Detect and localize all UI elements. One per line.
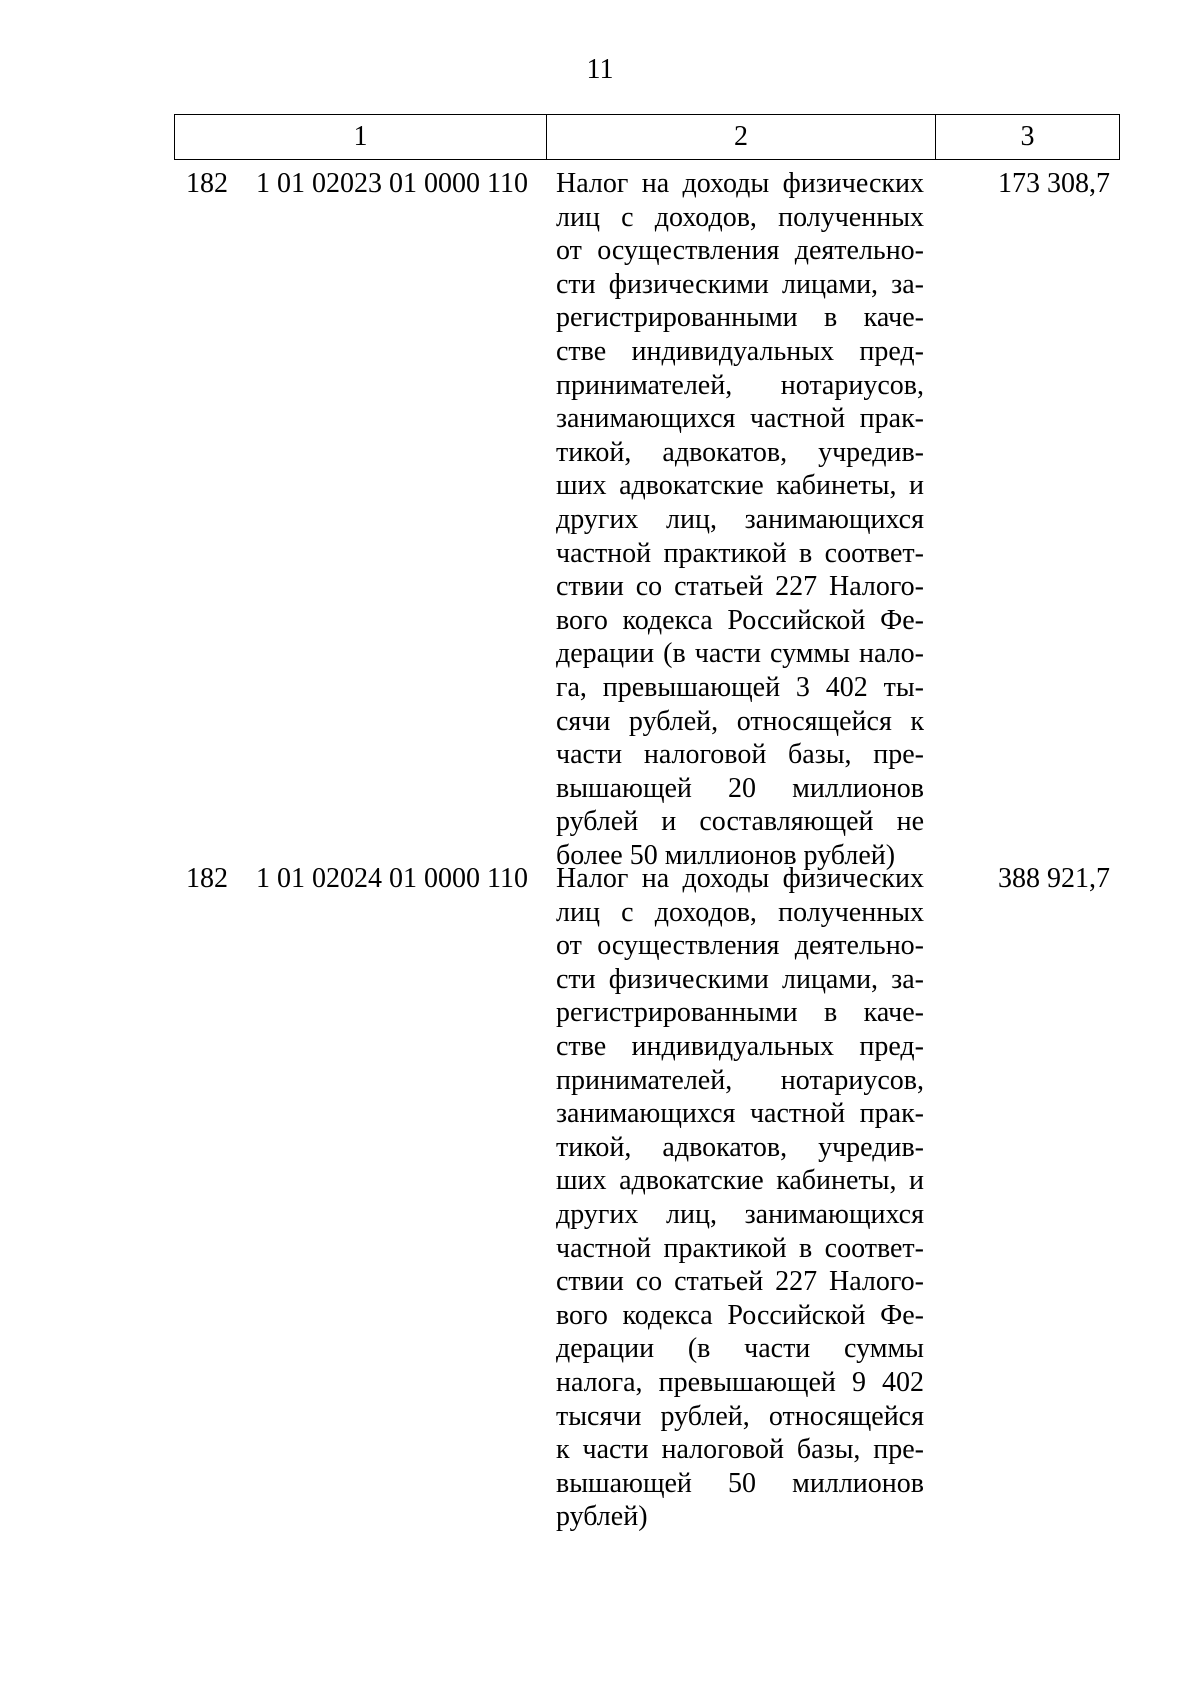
- column-header-3: 3: [1020, 121, 1035, 152]
- description-line: Налог на доходы физических: [556, 863, 924, 894]
- description-line: регистрированными в каче-: [556, 302, 924, 334]
- description-line: сти физическими лицами, за-: [556, 268, 924, 300]
- description-line: дерации (в части суммы нало-: [556, 638, 924, 670]
- admin-code: 182: [186, 168, 228, 199]
- column-header-1: 1: [175, 115, 547, 159]
- income-description: [556, 862, 924, 1534]
- description-line: стве индивидуальных пред-: [556, 335, 924, 367]
- description-line: ствии со статьей 227 Налого-: [556, 1266, 924, 1298]
- description-line: дерации (в части суммы: [556, 1333, 924, 1365]
- description-line: ствии со статьей 227 Налого-: [556, 571, 924, 603]
- description-line: других лиц, занимающихся: [556, 1198, 924, 1230]
- income-description: [556, 167, 924, 872]
- description-line: вого кодекса Российской Фе-: [556, 604, 924, 636]
- description-line: сти физическими лицами, за-: [556, 963, 924, 995]
- description-line: вышающей 50 миллионов: [556, 1467, 924, 1499]
- table-header: [174, 114, 1120, 160]
- description-line: сячи рублей, относящейся к: [556, 705, 924, 737]
- admin-code: 182: [186, 863, 228, 894]
- description-line: лиц с доходов, полученных: [556, 201, 924, 233]
- description-line: других лиц, занимающихся: [556, 503, 924, 535]
- budget-classification-code: 1 01 02023 01 0000 110: [256, 168, 528, 199]
- budget-classification-code: 1 01 02024 01 0000 110: [256, 863, 528, 894]
- description-line: Налог на доходы физических: [556, 168, 924, 199]
- description-line: вого кодекса Российской Фе-: [556, 1299, 924, 1331]
- description-line: частной практикой в соответ-: [556, 1232, 924, 1264]
- description-line: более 50 миллионов рублей): [556, 839, 896, 871]
- description-line: лиц с доходов, полученных: [556, 896, 924, 928]
- description-line: тикой, адвокатов, учредив-: [556, 436, 924, 468]
- amount: 388 921,7: [998, 863, 1110, 894]
- description-line: га, превышающей 3 402 ты-: [556, 671, 924, 703]
- description-line: к части налоговой базы, пре-: [556, 1434, 924, 1466]
- description-line: занимающихся частной прак-: [556, 1098, 924, 1130]
- amount: 173 308,7: [998, 168, 1110, 199]
- description-line: регистрированными в каче-: [556, 997, 924, 1029]
- description-line: ших адвокатские кабинеты, и: [556, 470, 924, 502]
- description-line: рублей): [556, 1501, 648, 1533]
- description-line: тысячи рублей, относящейся: [556, 1400, 924, 1432]
- description-line: от осуществления деятельно-: [556, 930, 924, 962]
- description-line: тикой, адвокатов, учредив-: [556, 1131, 924, 1163]
- page-number: 11: [586, 54, 614, 85]
- description-line: части налоговой базы, пре-: [556, 739, 924, 771]
- description-line: частной практикой в соответ-: [556, 537, 924, 569]
- description-line: стве индивидуальных пред-: [556, 1030, 924, 1062]
- description-line: от осуществления деятельно-: [556, 235, 924, 267]
- description-line: занимающихся частной прак-: [556, 403, 924, 435]
- column-header-2: 2: [547, 115, 936, 159]
- description-line: налога, превышающей 9 402: [556, 1366, 924, 1398]
- description-line: принимателей, нотариусов,: [556, 369, 924, 401]
- description-line: рублей и составляющей не: [556, 806, 924, 838]
- description-line: принимателей, нотариусов,: [556, 1064, 924, 1096]
- description-line: ших адвокатские кабинеты, и: [556, 1165, 924, 1197]
- description-line: вышающей 20 миллионов: [556, 772, 924, 804]
